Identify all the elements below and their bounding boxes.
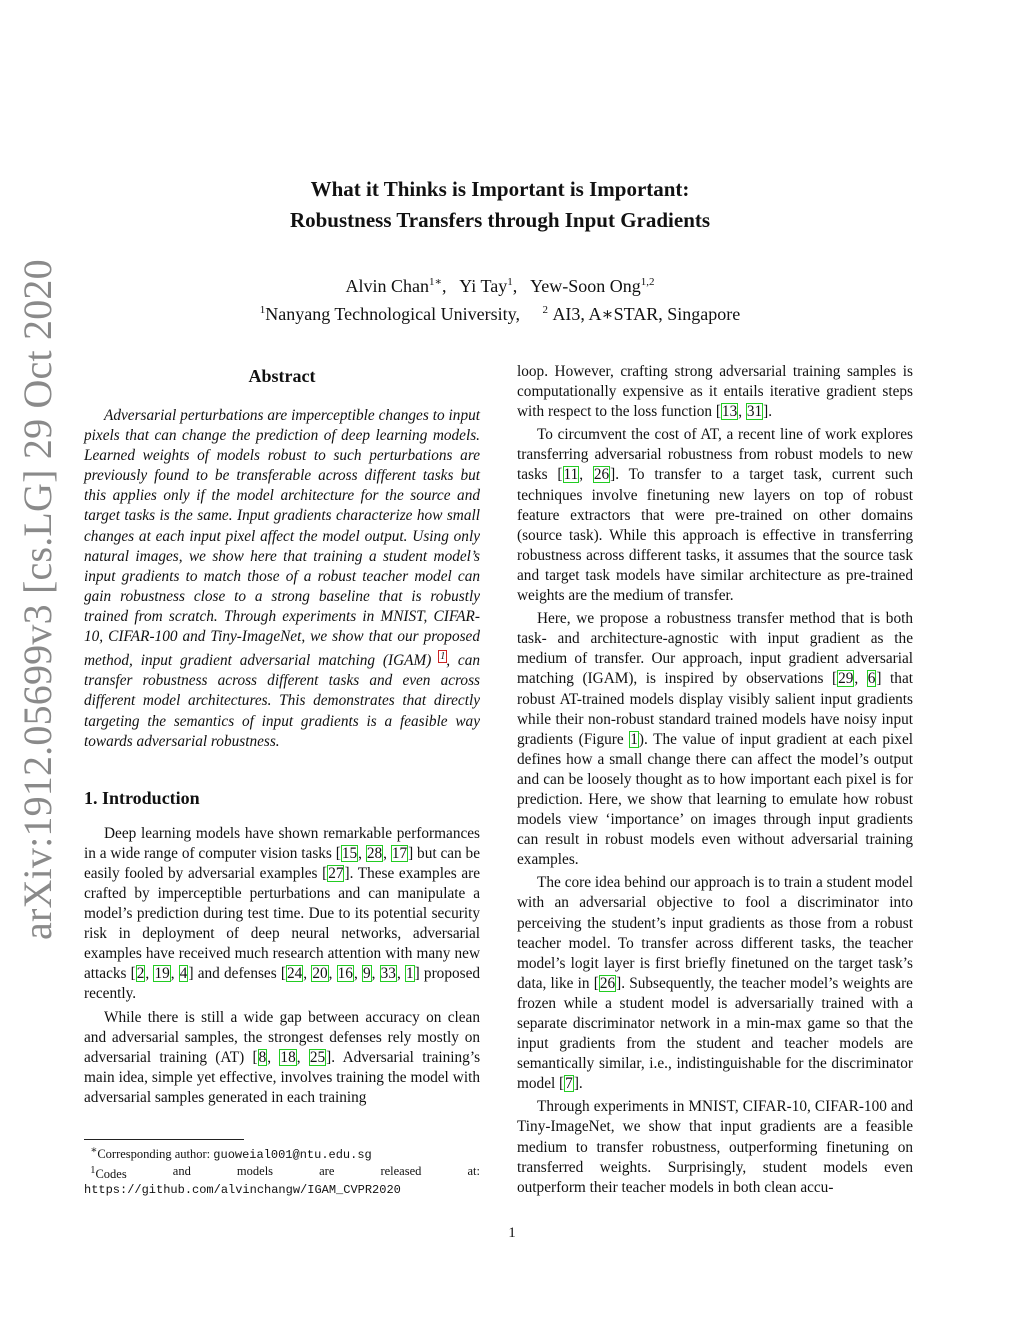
citation-link[interactable]: 8 (258, 1048, 267, 1066)
citation-link[interactable]: 9 (362, 965, 371, 983)
paragraph: loop. However, crafting strong adversarial training samples is computationally expensive as it entails iterative gradient steps with respect to the loss function [13, 31]. (517, 363, 913, 421)
citation-link[interactable]: 27 (328, 864, 344, 882)
arxiv-identifier: arXiv:1912.05699v3 [cs.LG] 29 Oct 2020 (15, 259, 60, 940)
citation-link[interactable]: 13 (721, 403, 738, 421)
citation-link[interactable]: 2 (136, 965, 145, 983)
author-name: Alvin Chan (345, 276, 429, 296)
citation-link[interactable]: 15 (341, 844, 358, 862)
footnotes (84, 1139, 480, 1198)
abstract-text: Adversarial perturbations are imperceptible changes to input pixels that can change the prediction of deep learning models. Learned weights of models robust to such perturbations are previously found to be transferable across different tasks but this applies only if the model architecture for the source and target tasks is the same. Input gradients characterize how small changes at each input pixel affect the model output. Using only natural images, we show here that training a student model’s input gradients to match those of a robust teacher model can gain robustness close to a strong baseline that is robustly trained from scratch. Through experiments in MNIST, CIFAR-10, CIFAR-100 and Tiny-ImageNet, we show that our proposed method, input gradient adversarial matching (IGAM) $^1$, can transfer robustness across different tasks and even across different model architectures. This demonstrates that directly targeting the semantics of input gradients is a feasible way towards adversarial robustness. (84, 407, 480, 750)
footnote-link[interactable]: 1 (440, 651, 446, 663)
code-url-link[interactable]: https://github.com/alvinchangw/IGAM_CVPR2020 (84, 1183, 401, 1198)
paragraph: Deep learning models have shown remarkable performances in a wide range of computer vision tasks [15, 28, 17] but can be easily fooled by adversarial examples [27]. These examples are crafted by imperceptible perturbations and can manipulate a model’s prediction during test time. Due to its potential security risk in deployment of deep neural networks, adversarial examples have received much research attention with many new attacks [2, 19, 4] and defenses [24, 20, 16, 9, 33, 1] proposed recently. (84, 824, 481, 1003)
right-column (517, 362, 913, 1201)
paragraph: Here, we propose a robustness transfer method that is both task- and architecture-agnostic with input gradient as the medium of transfer. Our approach, input gradient adversarial matching (IGAM), is inspired by observations [29, 6] that robust AT-trained models display visibly salient input gradients while their non-robust standard trained models have noisy input gradients (Figure 1). The value of input gradient at each pixel defines how a small change there can affect the model’s output and can be loosely thought as to how important each pixel is for prediction. Here, we show that learning to emulate how robust models view ‘importance’ on images through input gradients can result in robust models even without adversarial training examples. (517, 610, 913, 869)
figure-link[interactable]: 1 (630, 730, 638, 748)
citation-link[interactable]: 26 (593, 466, 610, 484)
author-name: Yi Tay (459, 276, 508, 296)
author-affiliation-mark: 1,2 (640, 276, 655, 288)
affiliation: Nanyang Technological University, (265, 304, 520, 324)
paragraph: While there is still a wide gap between accuracy on clean and adversarial samples, the strongest defenses rely mostly on adversarial training (AT) [8, 18, 25]. Adversarial training’s main idea, simple yet effective, involves training the model with adversarial samples generated in each training (84, 1008, 481, 1106)
citation-link[interactable]: 4 (179, 965, 188, 983)
citation-link[interactable]: 18 (280, 1048, 296, 1066)
citation-link[interactable]: 24 (286, 965, 303, 983)
title-line-1: What it Thinks is Important is Important: (310, 177, 690, 201)
citation-link[interactable]: 19 (154, 965, 170, 983)
paragraph: To circumvent the cost of AT, a recent line of work explores transferring adversarial robustness from robust models to new tasks [11, 26]. To transfer to a target task, current such techniques involve finetuning new layers on top of robust feature extractors that were pre-trained on other domains (source task). While this approach is effective in transferring robustness across different tasks, it assumes that the source task and target task models have similar architecture as pre-trained weights are the medium of transfer. (517, 426, 913, 605)
paper-title (180, 174, 820, 236)
footnote-1: ∗Corresponding author: guoweial001@ntu.edu.sg (90, 1145, 372, 1163)
left-column (84, 362, 480, 1111)
citation-link[interactable]: 26 (599, 974, 616, 992)
citation-link[interactable]: 1 (405, 965, 414, 983)
author-names: Alvin Chan$^{1∗}$, Yi Tay$^1$, Yew-Soon Ong$^{1,2}$ (345, 276, 655, 296)
footnote-mark: 1 (90, 1165, 96, 1177)
affiliations (140, 298, 860, 326)
citation-link[interactable]: 16 (337, 965, 353, 983)
author-block (140, 270, 860, 326)
paragraph: Through experiments in MNIST, CIFAR-10, CIFAR-100 and Tiny-ImageNet, we show that input gradients are a feasible medium to transfer robustness, outperforming finetuning on transferred weights. Surprisingly, student models even outperform their teacher models in both clean accu- (517, 1098, 913, 1196)
citation-link[interactable]: 17 (391, 844, 408, 862)
author-affiliation-mark: 1∗ (428, 276, 442, 288)
title-line-2: Robustness Transfers through Input Gradients (289, 208, 711, 232)
paragraph: The core idea behind our approach is to train a student model with an adversarial objective to fool a discriminator into perceiving the student’s input gradients as those from a robust teacher model. To transfer across different tasks, the teacher model’s logit layer is first briefly finetuned on the target task’s data, like in [26]. Subsequently, the teacher model’s weights are frozen while a student model is adversarially trained with a separate discriminator network in a min-max game so that the input gradients from the student and teacher models are semantically similar, i.e., indistinguishable for the discriminator model [7]. (517, 874, 913, 1093)
citation-link[interactable]: 25 (309, 1048, 326, 1066)
citation-link[interactable]: 6 (867, 670, 876, 688)
affiliation-mark: 2 (542, 304, 548, 316)
citation-link[interactable]: 29 (838, 670, 854, 688)
footnote-rule (84, 1139, 244, 1140)
author-name: Yew-Soon Ong (530, 276, 641, 296)
affiliation-mark: 1 (259, 304, 266, 316)
citation-link[interactable]: 20 (312, 965, 328, 983)
citation-link[interactable]: 7 (565, 1075, 573, 1093)
citation-link[interactable]: 28 (366, 844, 383, 862)
footnote-mark: ∗ (90, 1145, 98, 1156)
email-link[interactable]: guoweial001@ntu.edu.sg (213, 1148, 372, 1163)
citation-link[interactable]: 33 (380, 965, 396, 983)
affiliation: AI3, A∗STAR, Singapore (552, 304, 741, 324)
footnote-2: $^1$Codes and models are released at: (90, 1164, 480, 1182)
section-heading: 1. Introduction (84, 787, 200, 808)
author-affiliation-mark: 1 (507, 276, 513, 288)
abstract-heading: Abstract (248, 366, 316, 386)
citation-link[interactable]: 31 (746, 403, 763, 421)
citation-link[interactable]: 11 (563, 466, 579, 484)
page-number: 1 (508, 1225, 516, 1241)
